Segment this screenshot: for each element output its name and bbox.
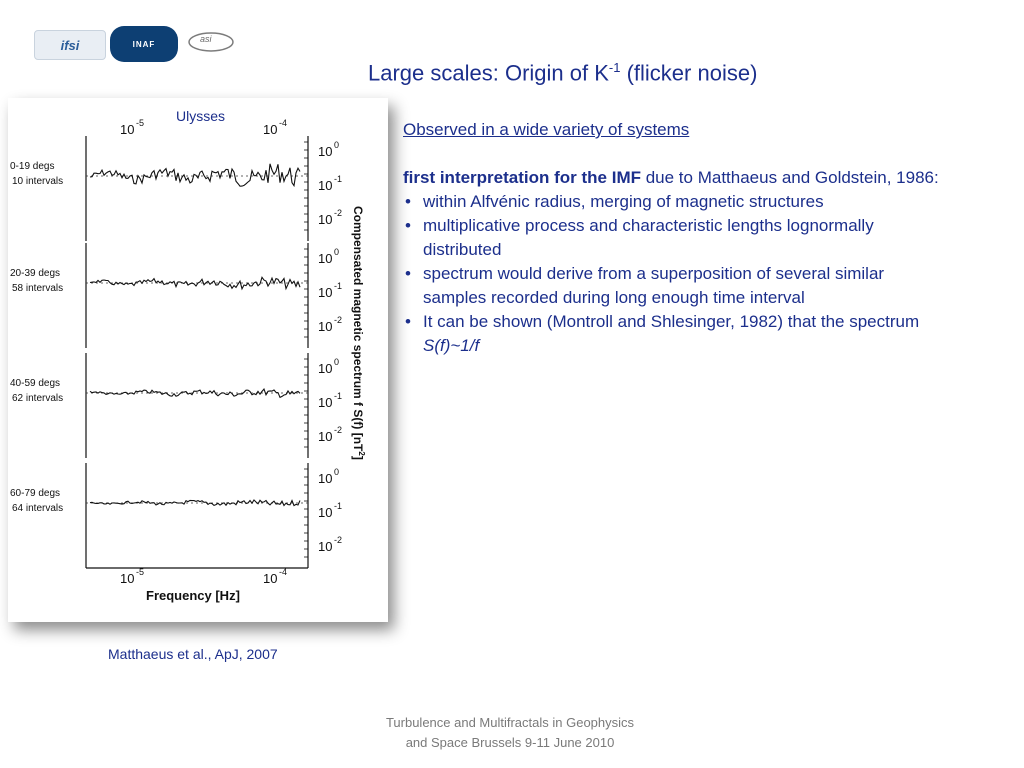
figure-label: Ulysses — [176, 108, 226, 124]
y-tick-label: 10 — [318, 178, 333, 193]
ifsi-logo-text: ifsi — [60, 37, 80, 53]
x-tick-label: 10 — [263, 571, 278, 586]
spectrum-figure-svg — [8, 98, 388, 622]
title-superscript: -1 — [608, 60, 621, 75]
figure-caption: Matthaeus et al., ApJ, 2007 — [108, 646, 278, 662]
panel-intervals-label: 58 intervals — [12, 283, 64, 294]
intro-rest: due to Matthaeus and Goldstein, 1986: — [641, 168, 939, 187]
asi-logo — [186, 28, 236, 62]
bullet-item: • multiplicative process and characteristic lengths lognormally distributed — [403, 214, 943, 262]
intro-bold: first interpretation for the IMF — [403, 168, 641, 187]
y-tick-label: 10 — [318, 144, 333, 159]
y-axis-label-end: ] — [351, 455, 365, 460]
bullet-item: • within Alfvénic radius, merging of magnetic structures — [403, 190, 943, 214]
y-tick-label: 10 — [318, 429, 333, 444]
y-tick-exponent: -1 — [334, 281, 343, 291]
footer-line: Turbulence and Multifractals in Geophysics — [385, 715, 635, 730]
y-tick-exponent: 0 — [334, 357, 340, 367]
spectrum-figure — [8, 98, 388, 622]
y-tick-exponent: -1 — [334, 174, 343, 184]
x-tick-exponent: -4 — [279, 118, 288, 128]
x-tick-label: 10 — [120, 122, 135, 137]
y-tick-exponent: 0 — [334, 247, 340, 257]
content-subhead: Observed in a wide variety of systems — [403, 120, 690, 139]
y-tick-exponent: -1 — [334, 501, 343, 511]
y-tick-exponent: -2 — [334, 425, 343, 435]
y-axis-label: Compensated magnetic spectrum f S(f) $[nT^2]$ — [351, 206, 366, 460]
x-tick-label: 10 — [120, 571, 135, 586]
bullet-list — [403, 190, 943, 358]
title-main: Large scales: Origin of K — [368, 60, 609, 86]
spectrum-formula: S(f)~1/f — [423, 336, 480, 355]
y-tick-label: 10 — [318, 395, 333, 410]
y-tick-label: 10 — [318, 539, 333, 554]
spacer — [403, 142, 943, 166]
title-suffix: (flicker noise) — [620, 60, 758, 86]
bullet-item — [403, 310, 943, 358]
x-axis-label: Frequency [Hz] — [146, 588, 240, 603]
footer-line: and Space Brussels 9-11 June 2010 — [405, 735, 615, 750]
y-tick-label: 10 — [318, 251, 333, 266]
y-tick-label: 10 — [318, 471, 333, 486]
x-tick-exponent: -5 — [136, 118, 145, 128]
ifsi-logo — [34, 30, 106, 60]
y-tick-exponent: -2 — [334, 315, 343, 325]
slide-content — [403, 118, 943, 358]
x-tick-label: 10 — [263, 122, 278, 137]
footer — [320, 713, 700, 753]
y-tick-exponent: -2 — [334, 208, 343, 218]
inaf-logo — [110, 26, 178, 62]
y-tick-label: 10 — [318, 212, 333, 227]
slide-title — [368, 60, 757, 86]
y-tick-exponent: 0 — [334, 467, 340, 477]
logo-strip — [30, 22, 240, 70]
panel-band-label: 20-39 degs — [10, 268, 61, 279]
inaf-logo-text: INAF — [132, 39, 156, 49]
panel-intervals-label: 10 intervals — [12, 176, 64, 187]
bullet-item: • spectrum would derive from a superposition of several similar samples recorded during long enough time interval — [403, 262, 943, 310]
y-tick-label: 10 — [318, 505, 333, 520]
y-tick-label: 10 — [318, 319, 333, 334]
panel-band-label: 40-59 degs — [10, 378, 61, 389]
spectrum-trace — [90, 277, 300, 289]
x-tick-exponent: -4 — [279, 567, 288, 577]
x-tick-exponent: -5 — [136, 567, 145, 577]
y-axis-label-superscript: 2 — [357, 451, 366, 456]
spectrum-trace — [90, 389, 300, 397]
y-tick-label: 10 — [318, 361, 333, 376]
panel-band-label: 0-19 degs — [10, 161, 55, 172]
intro-paragraph — [403, 166, 943, 190]
y-tick-label: 10 — [318, 285, 333, 300]
panel-intervals-label: 62 intervals — [12, 393, 64, 404]
spectrum-trace — [90, 164, 300, 186]
asi-logo-text: asi — [200, 34, 212, 44]
panel-intervals-label: 64 intervals — [12, 503, 64, 514]
y-tick-exponent: 0 — [334, 140, 340, 150]
y-tick-exponent: -1 — [334, 391, 343, 401]
y-tick-exponent: -2 — [334, 535, 343, 545]
bullet-text: It can be shown (Montroll and Shlesinger, 1982) that the spectrum — [423, 312, 920, 331]
panel-band-label: 60-79 degs — [10, 488, 61, 499]
